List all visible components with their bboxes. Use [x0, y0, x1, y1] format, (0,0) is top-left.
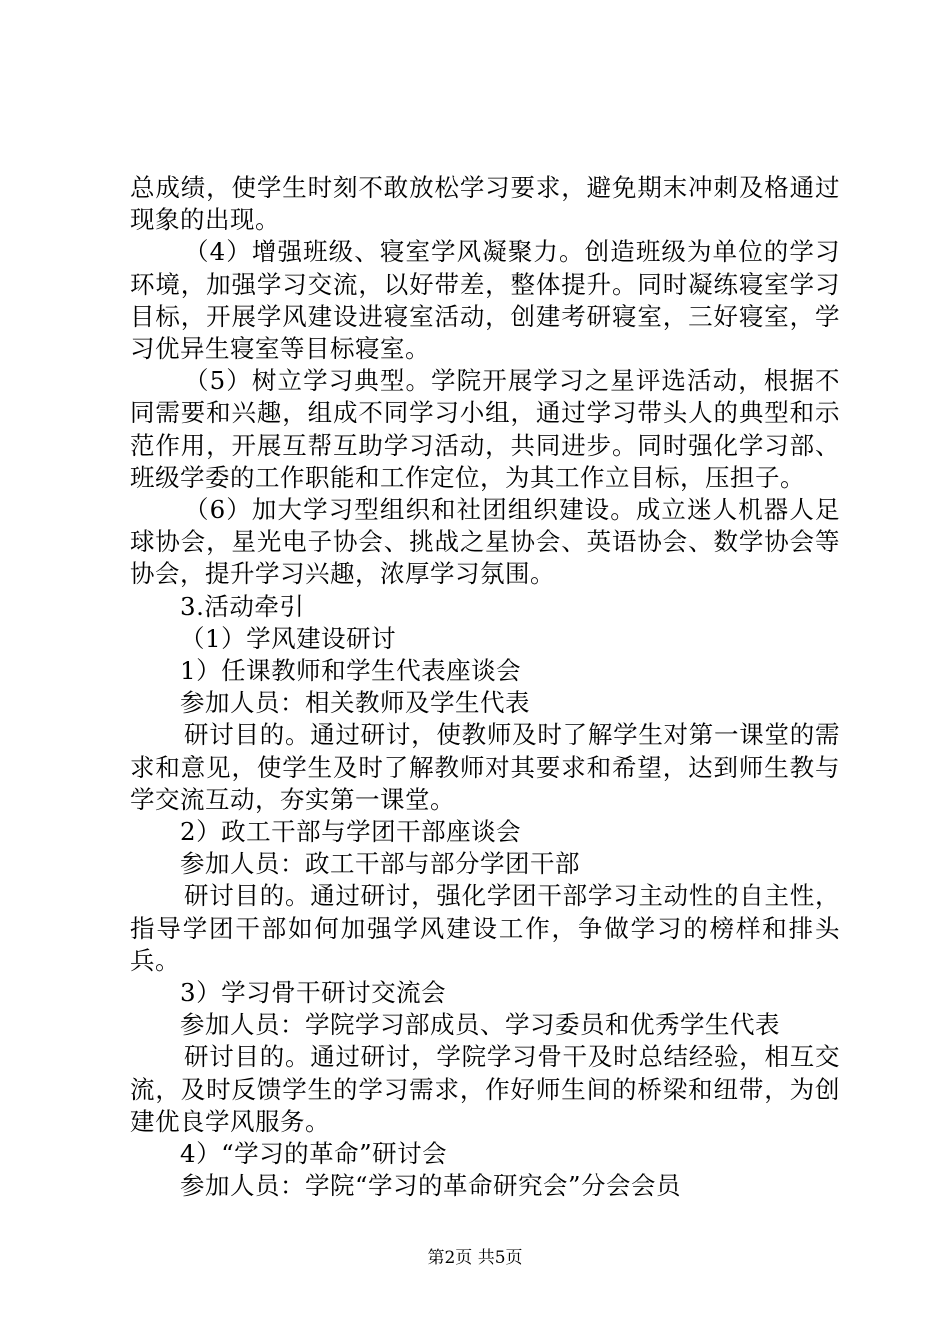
participants-2: 参加人员：政工干部与部分学团干部 [180, 849, 580, 879]
item-heading-4: 4）“学习的革命”研讨会 [180, 1139, 448, 1169]
item-heading-1: 1）任课教师和学生代表座谈会 [180, 656, 522, 686]
purpose-2: 研讨目的。通过研讨，强化学团干部学习主动性的自主性，指导学团干部如何加强学风建设工作，争做学习的榜样和排头兵。 [130, 881, 840, 975]
purpose-3: 研讨目的。通过研讨，学院学习骨干及时总结经验，相互交流，及时反馈学生的学习需求，作好师生间的桥梁和纽带，为创建优良学风服务。 [130, 1042, 840, 1136]
item-heading-2: 2）政工干部与学团干部座谈会 [180, 817, 522, 847]
participants-4: 参加人员：学院“学习的革命研究会”分会会员 [180, 1171, 682, 1201]
paragraph-continuation: 总成绩，使学生时刻不敢放松学习要求，避免期末冲刺及格通过现象的出现。 [130, 173, 840, 235]
section-heading-activity: 3.活动牵引 [180, 591, 305, 621]
paragraph-item-5: （5）树立学习典型。学院开展学习之星评选活动，根据不同需要和兴趣，组成不同学习小组，通过学习带头人的典型和示范作用，开展互帮互助学习活动，共同进步。同时强化学习部、班级学委的工作职能和工作定位，为其工作立目标，压担子。 [130, 366, 840, 492]
item-heading-3: 3）学习骨干研讨交流会 [180, 978, 447, 1008]
page-number-footer: 第2页 共5页 [427, 1248, 523, 1268]
subheading-seminar: （1）学风建设研讨 [180, 623, 397, 653]
purpose-1: 研讨目的。通过研讨，使教师及时了解学生对第一课堂的需求和意见，使学生及时了解教师对其要求和希望，达到师生教与学交流互动，夯实第一课堂。 [130, 720, 840, 814]
paragraph-item-6: （6）加大学习型组织和社团组织建设。成立迷人机器人足球协会，星光电子协会、挑战之星协会、英语协会、数学协会等协会，提升学习兴趣，浓厚学习氛围。 [130, 495, 840, 589]
participants-1: 参加人员：相关教师及学生代表 [180, 688, 530, 718]
paragraph-item-4: （4）增强班级、寝室学风凝聚力。创造班级为单位的学习环境，加强学习交流，以好带差，整体提升。同时凝练寝室学习目标，开展学风建设进寝室活动，创建考研寝室，三好寝室，学习优异生寝室等目标寝室。 [130, 237, 840, 364]
document-body [130, 172, 840, 1203]
participants-3: 参加人员：学院学习部成员、学习委员和优秀学生代表 [180, 1010, 780, 1040]
